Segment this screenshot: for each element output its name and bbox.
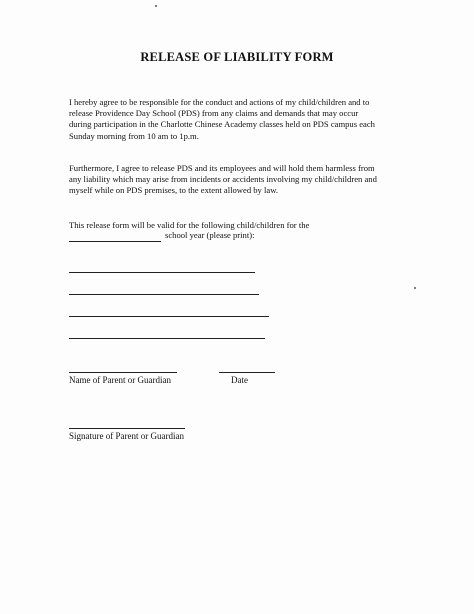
paragraph-line: release Providence Day School (PDS) from any claims and demands that may occur: [69, 108, 359, 119]
scan-speck: [414, 287, 416, 289]
paragraph-line: Sunday morning from 10 am to 1p.m.: [69, 130, 199, 141]
guardian-name-line[interactable]: [69, 372, 177, 373]
release-paragraph: [69, 163, 409, 197]
responsibility-paragraph: [69, 97, 409, 142]
paragraph-line: during participation in the Charlotte Chinese Academy classes held on PDS campus each: [69, 119, 375, 130]
signature-line[interactable]: [69, 428, 185, 429]
date-line[interactable]: [219, 372, 275, 373]
child-name-line[interactable]: [69, 272, 255, 273]
child-name-line[interactable]: [69, 294, 259, 295]
paragraph-line: any liability which may arise from incidents or accidents involving my child/children and: [69, 174, 377, 185]
child-name-line[interactable]: [69, 316, 269, 317]
scan-speck: [155, 5, 157, 7]
child-name-line[interactable]: [69, 338, 265, 339]
paragraph-line: Furthermore, I agree to release PDS and its employees and will hold them harmless from: [69, 163, 375, 173]
paragraph-line: I hereby agree to be responsible for the conduct and actions of my child/children and to: [69, 97, 370, 107]
date-label: Date: [231, 375, 248, 385]
guardian-name-label: Name of Parent or Guardian: [69, 375, 171, 385]
school-year-blank[interactable]: [69, 241, 161, 242]
validity-text-2: school year (please print):: [165, 230, 255, 240]
signature-label: Signature of Parent or Guardian: [69, 431, 184, 441]
validity-text: This release form will be valid for the following child/children for the: [69, 220, 310, 230]
form-title: RELEASE OF LIABILITY FORM: [140, 50, 334, 64]
paragraph-line: myself while on PDS premises, to the extent allowed by law.: [69, 185, 278, 196]
